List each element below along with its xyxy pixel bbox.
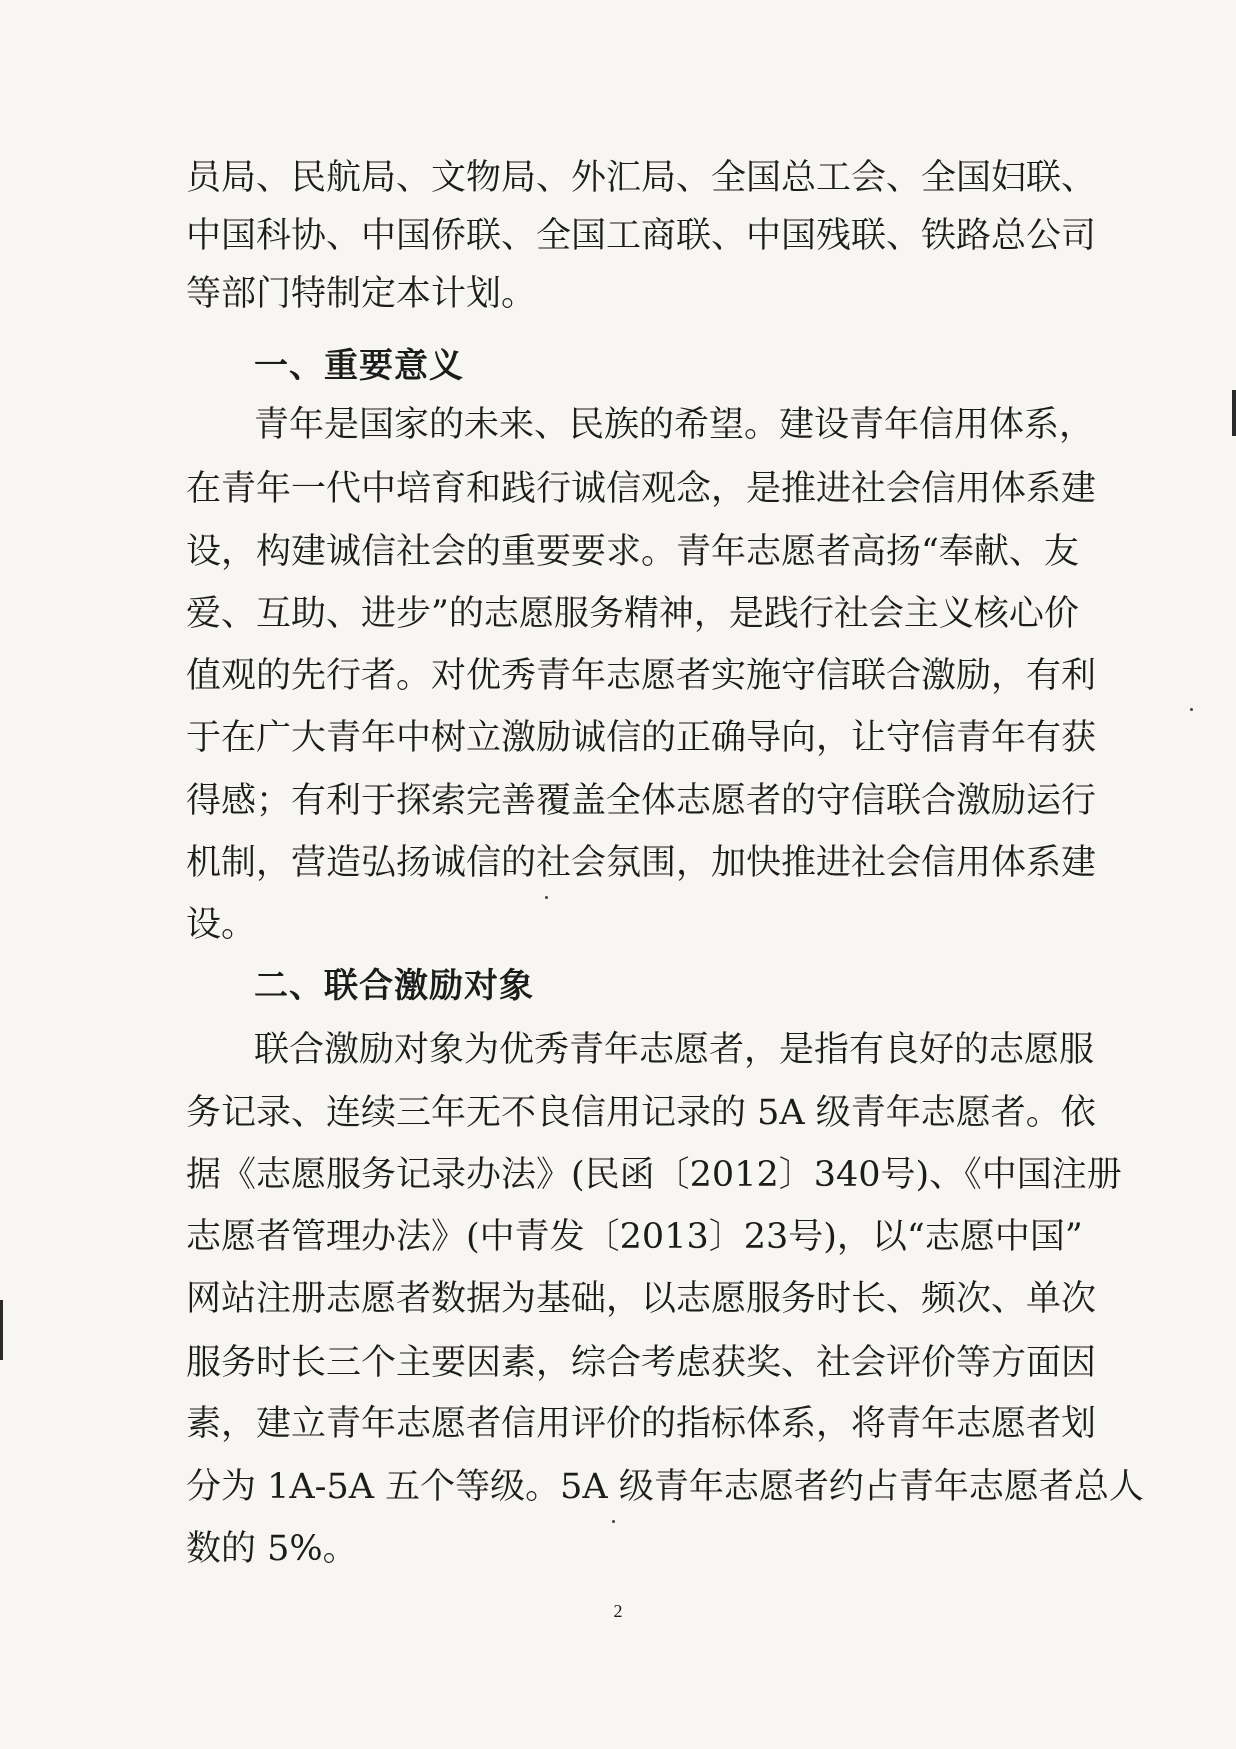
paragraph-line: 志愿者管理办法》(中青发〔2013〕23号)，以“志愿中国” xyxy=(186,1217,1083,1257)
paragraph-line: 设。 xyxy=(186,905,257,945)
scan-speck xyxy=(1190,708,1193,711)
paragraph-line: 分为 1A-5A 五个等级。5A 级青年志愿者约占青年志愿者总人 xyxy=(186,1467,1144,1507)
paragraph-line: 网站注册志愿者数据为基础，以志愿服务时长、频次、单次 xyxy=(186,1279,1097,1319)
paragraph-line: 数的 5%。 xyxy=(186,1529,358,1569)
paragraph-line: 得感；有利于探索完善覆盖全体志愿者的守信联合激励运行 xyxy=(186,781,1097,821)
paragraph-line: 值观的先行者。对优秀青年志愿者实施守信联合激励，有利 xyxy=(186,656,1097,696)
text-line: 员局、民航局、文物局、外汇局、全国总工会、全国妇联、 xyxy=(186,158,1097,198)
paragraph-line: 机制，营造弘扬诚信的社会氛围，加快推进社会信用体系建 xyxy=(186,843,1097,883)
page-number: 2 xyxy=(613,1601,623,1621)
section-heading-incentive-targets: 二、联合激励对象 xyxy=(254,966,534,1006)
paragraph-line: 服务时长三个主要因素，综合考虑获奖、社会评价等方面因 xyxy=(186,1343,1097,1383)
paragraph-line: 据《志愿服务记录办法》(民函〔2012〕340号)、《中国注册 xyxy=(186,1155,1122,1195)
paragraph-line: 于在广大青年中树立激励诚信的正确导向，让守信青年有获 xyxy=(186,718,1097,758)
paragraph-line: 务记录、连续三年无不良信用记录的 5A 级青年志愿者。依 xyxy=(186,1093,1096,1133)
scan-edge-mark xyxy=(0,1300,3,1360)
paragraph-line: 联合激励对象为优秀青年志愿者，是指有良好的志愿服 xyxy=(254,1030,1095,1070)
paragraph-line: 在青年一代中培育和践行诚信观念，是推进社会信用体系建 xyxy=(186,469,1097,509)
section-heading-significance: 一、重要意义 xyxy=(254,346,464,386)
paragraph-line: 设，构建诚信社会的重要要求。青年志愿者高扬“奉献、友 xyxy=(186,532,1079,572)
paragraph-line: 素，建立青年志愿者信用评价的指标体系，将青年志愿者划 xyxy=(186,1404,1097,1444)
paragraph-line: 青年是国家的未来、民族的希望。建设青年信用体系， xyxy=(254,405,1095,445)
scan-speck xyxy=(545,896,548,899)
scan-speck xyxy=(612,1520,615,1523)
paragraph-line: 爱、互助、进步”的志愿服务精神，是践行社会主义核心价 xyxy=(186,594,1079,634)
scan-edge-mark xyxy=(1232,390,1236,436)
text-line: 等部门特制定本计划。 xyxy=(186,274,537,314)
text-line: 中国科协、中国侨联、全国工商联、中国残联、铁路总公司 xyxy=(186,216,1097,256)
